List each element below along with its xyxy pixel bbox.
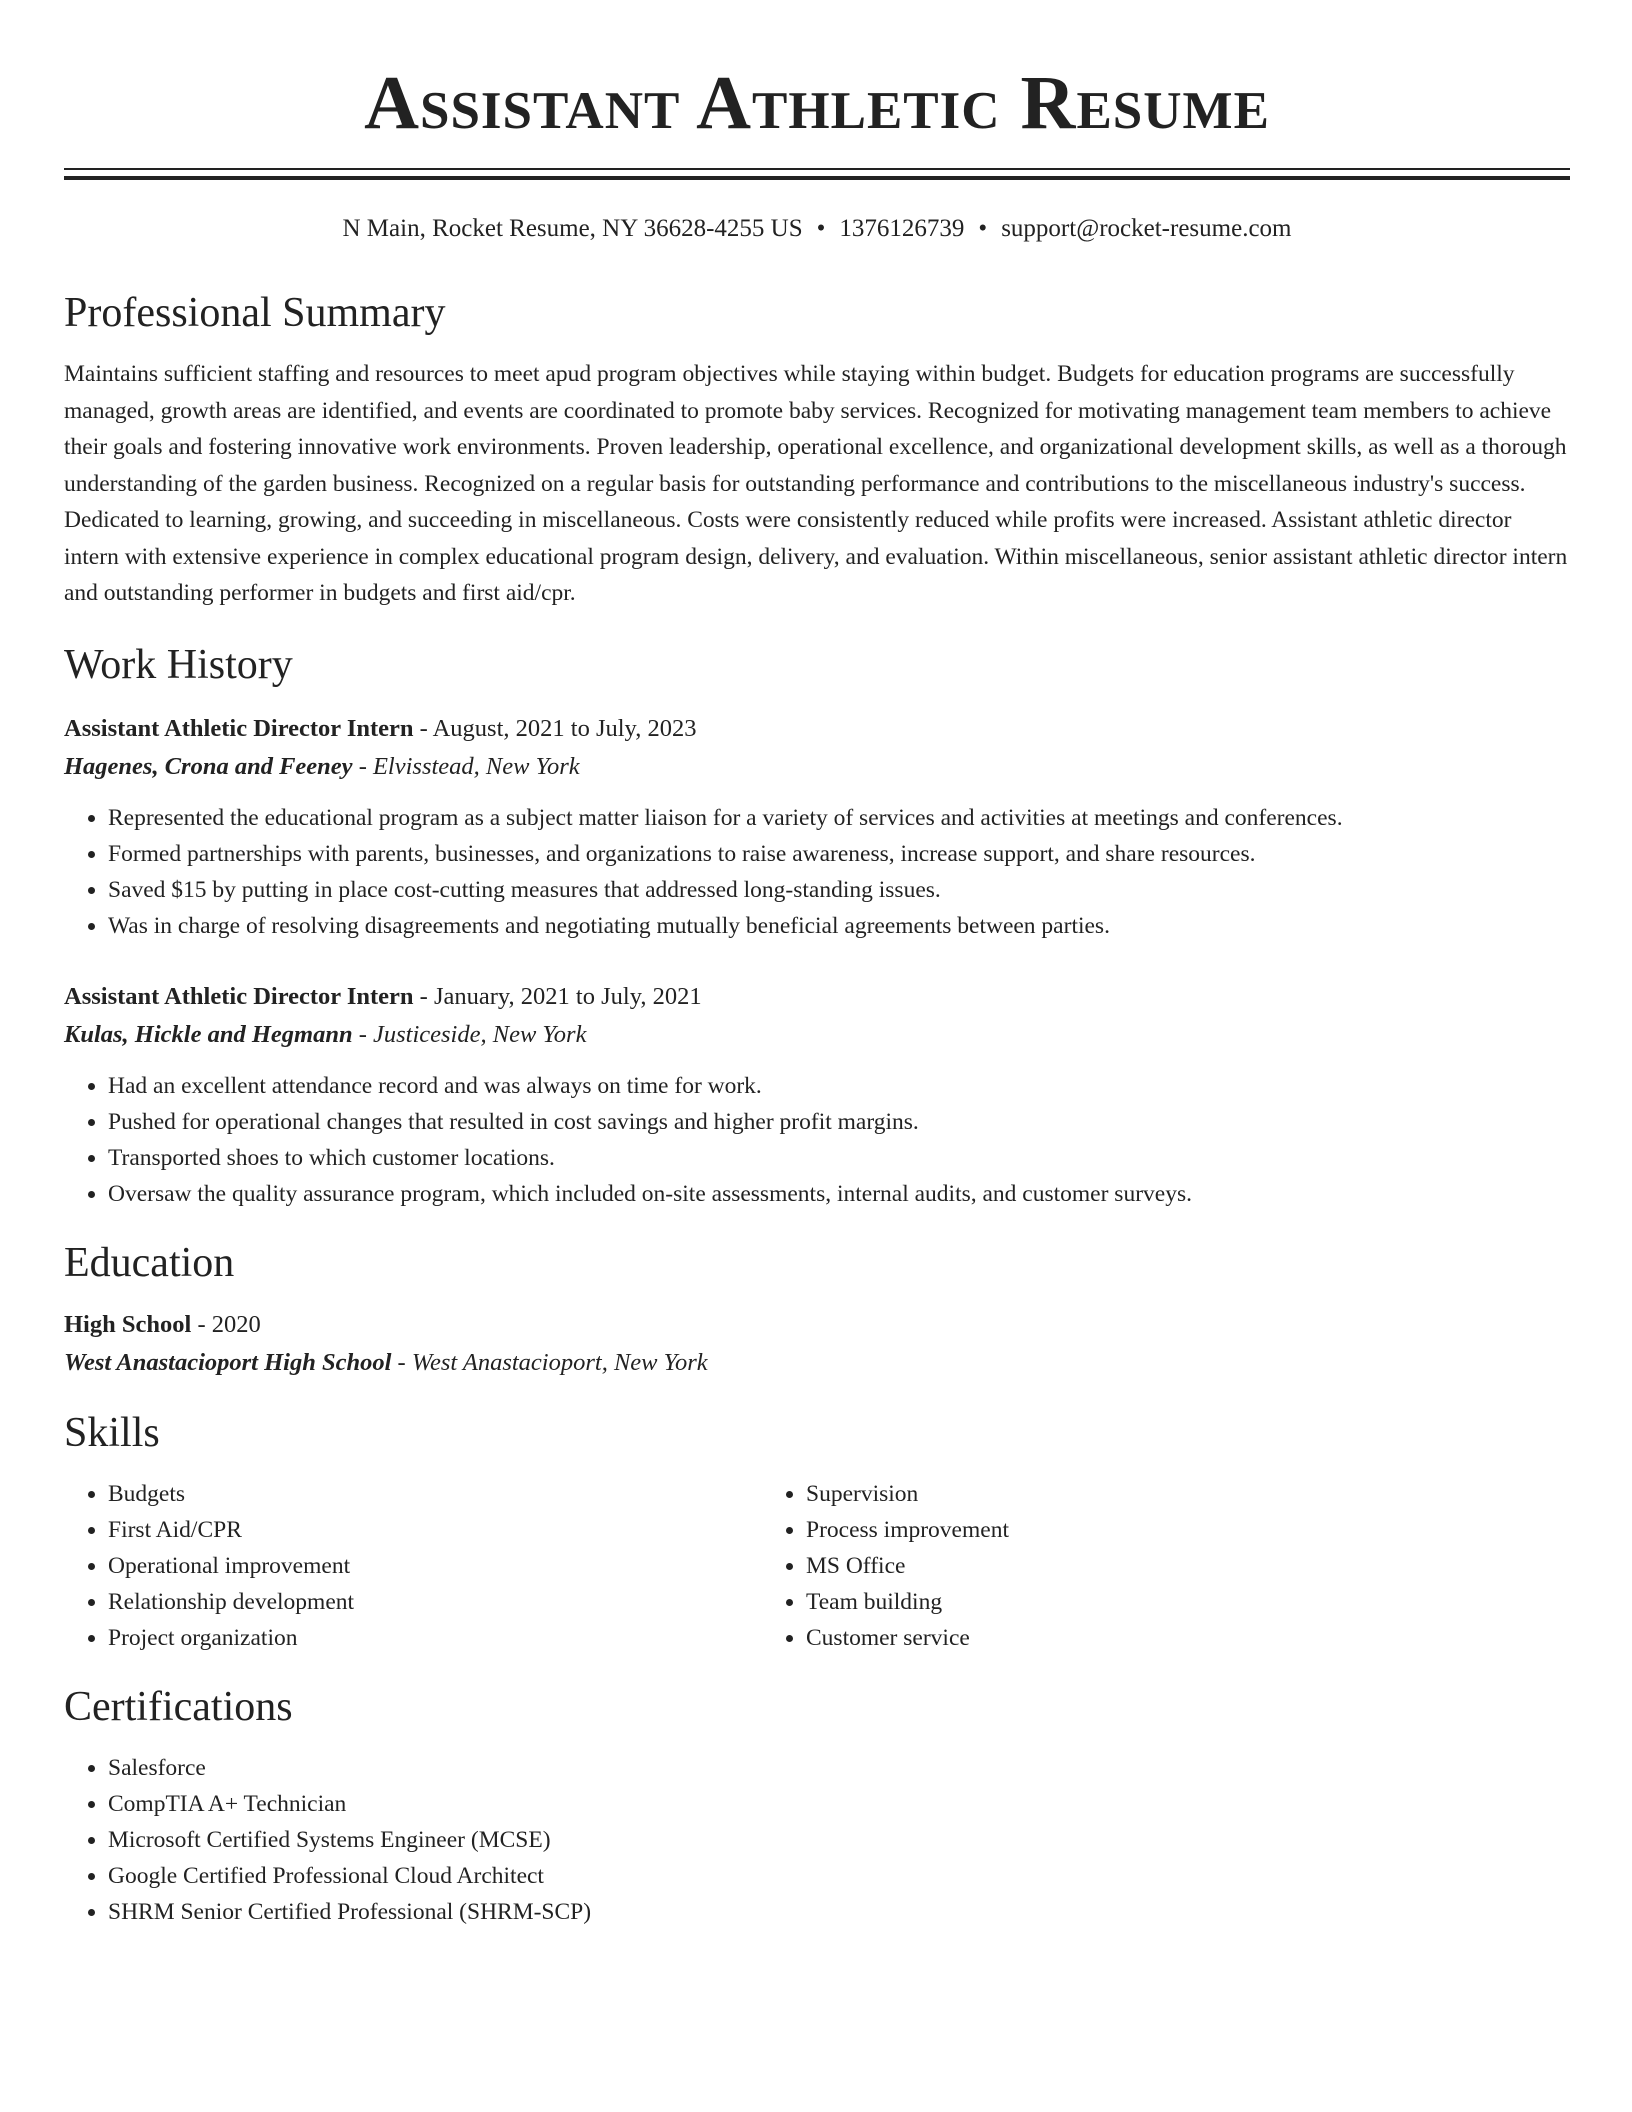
skill-item: • Process improvement: [806, 1512, 1460, 1548]
skill-item: • Relationship development: [108, 1584, 762, 1620]
title-divider-thin: [64, 168, 1570, 170]
job-location: - Elvisstead, New York: [352, 752, 580, 780]
skill-item: • Budgets: [108, 1476, 762, 1512]
contact-separator: •: [978, 215, 988, 242]
list-item: • Transported shoes to which customer locations.: [108, 1140, 1570, 1176]
list-item: • Represented the educational program as a subject matter liaison for a variety of services and activities at meetings and conferences.: [108, 800, 1570, 836]
education-location: - West Anastacioport, New York: [391, 1348, 708, 1376]
job-company: Hagenes, Crona and Feeney: [64, 752, 353, 780]
title-divider-thick: [64, 176, 1570, 180]
education-school-line: [64, 1344, 1570, 1382]
certification-item: • Google Certified Professional Cloud Architect: [108, 1858, 1570, 1894]
resume-page: [64, 0, 1570, 1930]
contact-phone: 1376126739: [839, 215, 965, 242]
skill-item: • MS Office: [806, 1548, 1460, 1584]
summary-heading: Professional Summary: [64, 290, 446, 336]
education-heading: Education: [64, 1239, 235, 1286]
education-entry: [64, 1306, 1570, 1382]
certification-item: • Salesforce: [108, 1750, 1570, 1786]
work-history-heading: Work History: [64, 641, 293, 688]
job-bullets: [64, 1068, 1570, 1212]
contact-email: support@rocket-resume.com: [1001, 215, 1292, 242]
contact-separator: •: [816, 215, 826, 242]
job-title-line: [64, 710, 1570, 748]
skill-item: • First Aid/CPR: [108, 1512, 762, 1548]
job-title-line: [64, 978, 1570, 1016]
certifications-heading: Certifications: [64, 1683, 293, 1730]
skills-columns: [64, 1476, 1570, 1656]
job-entry: [64, 978, 1570, 1212]
job-entry: [64, 710, 1570, 944]
certifications-list: [64, 1750, 1570, 1930]
list-item: • Pushed for operational changes that resulted in cost savings and higher profit margins.: [108, 1104, 1570, 1140]
education-year: - 2020: [191, 1310, 261, 1338]
skill-item: • Supervision: [806, 1476, 1460, 1512]
contact-address: N Main, Rocket Resume, NY 36628-4255 US: [342, 215, 803, 242]
list-item: • Oversaw the quality assurance program, which included on-site assessments, internal audits, and customer surveys.: [108, 1176, 1570, 1212]
skill-item: • Customer service: [806, 1620, 1460, 1656]
skills-list-right: [762, 1476, 1460, 1656]
resume-title: Assistant Athletic Resume: [364, 61, 1270, 145]
education-school: West Anastacioport High School: [64, 1348, 392, 1376]
education-degree: High School: [64, 1310, 192, 1338]
education-degree-line: [64, 1306, 1570, 1344]
job-company-line: [64, 748, 1570, 786]
skill-item: • Operational improvement: [108, 1548, 762, 1584]
skill-item: • Team building: [806, 1584, 1460, 1620]
list-item: • Formed partnerships with parents, businesses, and organizations to raise awareness, increase support, and share resources.: [108, 836, 1570, 872]
certification-item: • SHRM Senior Certified Professional (SHRM-SCP): [108, 1894, 1570, 1930]
skills-heading: Skills: [64, 1409, 160, 1456]
job-title: Assistant Athletic Director Intern: [64, 982, 414, 1010]
list-item: • Had an excellent attendance record and was always on time for work.: [108, 1068, 1570, 1104]
job-dates: - August, 2021 to July, 2023: [413, 714, 697, 742]
job-bullets: [64, 800, 1570, 944]
job-dates: - January, 2021 to July, 2021: [413, 982, 702, 1010]
skills-list-left: [64, 1476, 762, 1656]
skill-item: • Project organization: [108, 1620, 762, 1656]
list-item: • Saved $15 by putting in place cost-cutting measures that addressed long-standing issues.: [108, 872, 1570, 908]
job-title: Assistant Athletic Director Intern: [64, 714, 414, 742]
job-company: Kulas, Hickle and Hegmann: [64, 1020, 353, 1048]
job-company-line: [64, 1016, 1570, 1054]
list-item: • Was in charge of resolving disagreements and negotiating mutually beneficial agreements between parties.: [108, 908, 1570, 944]
contact-line: [64, 214, 1570, 244]
certification-item: • CompTIA A+ Technician: [108, 1786, 1570, 1822]
job-location: - Justiceside, New York: [352, 1020, 587, 1048]
certification-item: • Microsoft Certified Systems Engineer (MCSE): [108, 1822, 1570, 1858]
summary-text: Maintains sufficient staffing and resources to meet apud program objectives while staying within budget. Budgets for education programs are successfully managed, growth areas are identified, and events are coordinated to promote baby services. Recognized for motivating management team members to achieve their goals and fostering innovative work environments. Proven leadership, operational excellence, and organizational development skills, as well as a thorough understanding of the garden business. Recognized on a regular basis for outstanding performance and contributions to the miscellaneous industry's success. Dedicated to learning, growing, and succeeding in miscellaneous. Costs were consistently reduced while profits were increased. Assistant athletic director intern with extensive experience in complex educational program design, delivery, and evaluation. Within miscellaneous, senior assistant athletic director intern and outstanding performer in budgets and first aid/cpr.: [64, 361, 1568, 606]
